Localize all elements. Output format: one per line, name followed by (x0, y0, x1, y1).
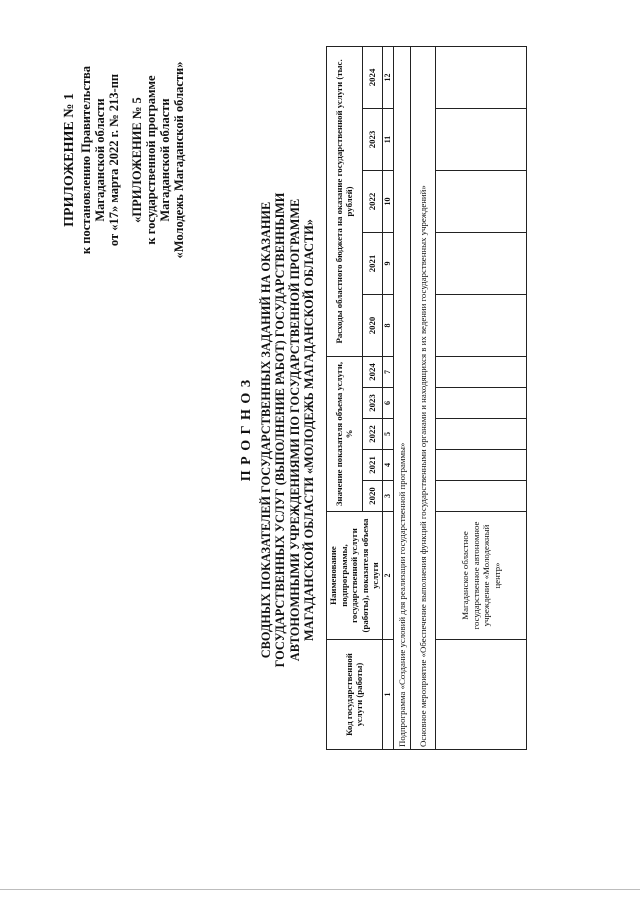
header-code: Код государственной услуги (работы) (327, 640, 383, 750)
column-number: 2 (382, 512, 394, 640)
subprogram-row (394, 46, 411, 749)
column-number: 10 (382, 170, 394, 232)
column-number: 5 (382, 419, 394, 450)
column-number: 8 (382, 294, 394, 356)
year-cell: 2021 (362, 232, 382, 294)
appendix-ref-line: Магаданской области (93, 98, 107, 222)
empty-cell (436, 419, 527, 450)
empty-cell (436, 108, 527, 170)
empty-cell (436, 170, 527, 232)
column-number: 3 (382, 481, 394, 512)
appendix-date-line: от «17» марта 2022 г. № 213-пп (107, 73, 121, 247)
main-activity-row (411, 46, 436, 749)
empty-cell (436, 294, 527, 356)
empty-cell (436, 356, 527, 387)
appendix-number: ПРИЛОЖЕНИЕ № 1 (62, 93, 77, 227)
column-number-row (382, 46, 394, 749)
year-cell: 2024 (362, 356, 382, 387)
title-line: ГОСУДАРСТВЕННЫХ УСЛУГ (ВЫПОЛНЕНИЕ РАБОТ) ГОСУДАРСТВЕННЫМИ (273, 192, 287, 668)
appendix-ref-line: к государственной программе (144, 75, 158, 245)
table-header-row (327, 46, 363, 749)
column-number: 7 (382, 356, 394, 387)
org-name-cell: Магаданское областное государственное автономное учреждение «Молодежный центр» (436, 512, 527, 640)
empty-cell (436, 46, 527, 108)
header-volume: Значение показателя объема услуги, % (327, 356, 363, 511)
year-cell: 2020 (362, 294, 382, 356)
empty-cell (436, 232, 527, 294)
year-cell: 2020 (362, 481, 382, 512)
column-number: 9 (382, 232, 394, 294)
year-cell: 2022 (362, 170, 382, 232)
column-number: 4 (382, 450, 394, 481)
document-title (240, 105, 317, 755)
title-line: МАГАДАНСКОЙ ОБЛАСТИ «МОЛОДЕЖЬ МАГАДАНСКОЙ ОБЛАСТИ» (302, 219, 316, 641)
empty-cell (436, 450, 527, 481)
column-number: 11 (382, 108, 394, 170)
organization-row (436, 46, 527, 749)
appendix-ref-line: Магаданской области (158, 98, 172, 222)
column-number: 6 (382, 388, 394, 419)
column-number: 1 (382, 640, 394, 750)
empty-cell (436, 481, 527, 512)
title-heading: П Р О Г Н О З (239, 378, 254, 482)
year-cell: 2023 (362, 108, 382, 170)
column-number: 12 (382, 46, 394, 108)
title-line: СВОДНЫХ ПОКАЗАТЕЛЕЙ ГОСУДАРСТВЕННЫХ ЗАДАНИЙ НА ОКАЗАНИЕ (258, 201, 273, 659)
title-line: АВТОНОМНЫМИ УЧРЕЖДЕНИЯМИ ПО ГОСУДАРСТВЕННОЙ ПРОГРАММЕ (287, 198, 302, 662)
appendix-ref-line: к постановлению Правительства (79, 65, 93, 255)
year-cell: 2022 (362, 419, 382, 450)
empty-cell (436, 388, 527, 419)
year-cell: 2021 (362, 450, 382, 481)
org-code-cell (436, 640, 527, 750)
year-cell: 2024 (362, 46, 382, 108)
header-expenses: Расходы областного бюджета на оказание государственной услуги (тыс. рублей) (327, 46, 363, 356)
subprogram-cell: Подпрограмма «Создание условий для реализации государственной программы» (394, 46, 411, 749)
year-cell: 2023 (362, 388, 382, 419)
header-name: Наименование подпрограммы, государственной услуги (работы), показателя объема услуги (327, 512, 383, 640)
appendix-block (63, 55, 186, 265)
appendix-program-name: «Молодежь Магаданской области» (172, 61, 186, 259)
forecast-table (326, 46, 527, 750)
appendix-subtitle: «ПРИЛОЖЕНИЕ № 5 (130, 97, 144, 223)
main-activity-cell: Основное мероприятие «Обеспечение выполнения функций государственными органами и находящихся в их ведении государственных учреждений» (411, 46, 436, 749)
